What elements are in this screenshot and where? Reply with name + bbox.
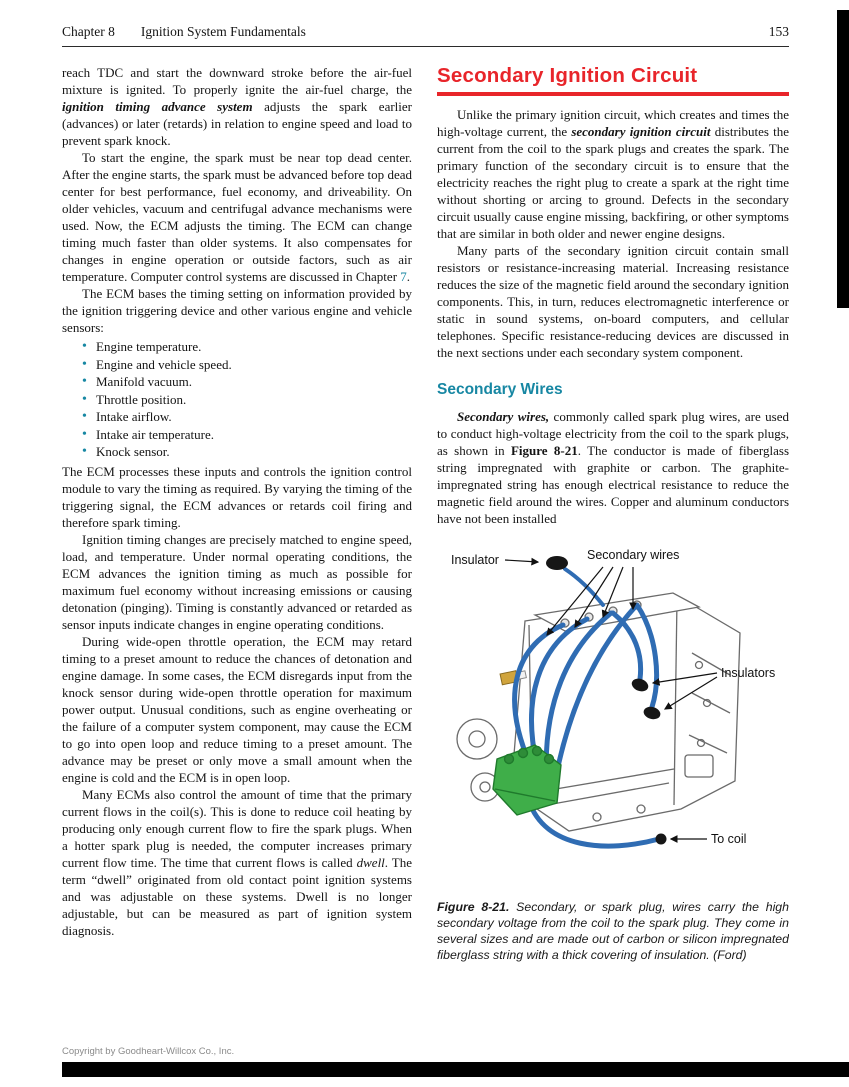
list-item: • Throttle position. <box>96 391 412 409</box>
body-text: . <box>406 269 411 284</box>
label-to-coil: To coil <box>711 831 747 846</box>
section-heading-secondary-ignition-circuit: Secondary Ignition Circuit <box>437 64 698 87</box>
body-text: . The conductor is made of fiberglass string impregnated with graphite or carbon. The graphite-impregnated string has enough electrical resistance to reduce the magnetic field around the wires. Copper and aluminum conductors have not been installed <box>437 442 789 526</box>
key-term-ignition-timing-advance-system: ignition timing advance system <box>62 99 253 114</box>
body-text: adjusts the spark earlier (advances) or later (retards) in relation to engine speed and load to prevent spark knock. <box>62 99 413 148</box>
sensor-list <box>62 338 412 461</box>
chapter-title: Ignition System Fundamentals <box>140 24 306 39</box>
paragraph <box>62 149 412 285</box>
paragraph <box>62 786 412 939</box>
paragraph: The ECM bases the timing setting on information provided by the ignition triggering device and other various engine and vehicle sensors: <box>62 286 412 335</box>
left-column <box>62 64 412 1046</box>
running-head <box>62 24 306 40</box>
chapter-7-link[interactable]: 7 <box>400 269 407 284</box>
body-text: Many ECMs also control the amount of time that the primary current flows in the coil(s). This is done to reduce coil heating by producing only enough current flow to fire the spark plugs. When a hotter spark plug is needed, the computer increases primary current flow time. The time that current flows is called <box>62 786 412 870</box>
list-item: • Engine temperature. <box>96 338 412 356</box>
top-insulator-boot <box>546 556 568 570</box>
paragraph: The ECM processes these inputs and controls the ignition control module to vary the timing as required. By varying the timing of the triggering signal, the ECM advances or retards coil firing and therefore spark timing. <box>62 463 412 530</box>
paragraph: Ignition timing changes are precisely matched to engine speed, load, and temperature. Under normal operating conditions, the ECM advances the ignition timing as much as possible for maximum fuel economy without increasing emissions or causing detonation (pinging). Timing is constantly advanced or retarded as sensor inputs indicate changes in engine operating conditions. <box>62 531 412 632</box>
list-item: • Knock sensor. <box>96 443 412 461</box>
copyright-notice: Copyright by Goodheart-Willcox Co., Inc. <box>62 1046 235 1057</box>
page-edge-bleed-bar <box>837 10 849 308</box>
figure-caption-text: Secondary, or spark plug, wires carry the high secondary voltage from the coil to the spark plug. They come in several sizes and are made out of carbon or silicon impregnated fiberglass string with a thick covering of insulation. (Ford) <box>437 899 789 963</box>
distributor-cap <box>493 745 561 815</box>
figure-reference: Figure 8-21 <box>510 442 578 458</box>
body-text: . The term “dwell” originated from old contact point ignition systems and was adjustable on these systems. Dwell is no longer adjustable, but can be measured as part of ignition system diagnosis. <box>62 854 412 938</box>
subsection-heading-secondary-wires: Secondary Wires <box>437 380 563 398</box>
paragraph-continuation <box>62 64 412 149</box>
figure-caption-number: Figure 8-21. <box>437 899 510 914</box>
label-insulator: Insulator <box>451 552 499 567</box>
paragraph <box>437 106 789 242</box>
figure-caption <box>437 899 789 964</box>
list-item: • Engine and vehicle speed. <box>96 356 412 374</box>
right-column <box>437 64 789 1046</box>
key-term-secondary-ignition-circuit: secondary ignition circuit <box>571 123 711 139</box>
paragraph <box>437 408 789 527</box>
list-item: • Intake air temperature. <box>96 426 412 444</box>
key-term-dwell: dwell <box>356 854 385 870</box>
page-header <box>62 24 789 40</box>
page-number: 153 <box>768 24 789 39</box>
body-text: reach TDC and start the downward stroke before the air-fuel mixture is ignited. To properly ignite the air-fuel charge, the <box>62 65 412 97</box>
coil-wire-end <box>656 833 667 844</box>
two-column-body <box>62 64 789 1046</box>
list-item: • Intake airflow. <box>96 408 412 426</box>
figure-8-21 <box>437 543 789 893</box>
list-item: • Manifold vacuum. <box>96 373 412 391</box>
section-heading-rule <box>437 92 789 96</box>
paragraph: Many parts of the secondary ignition circuit contain small resistors or resistance-increasing material. Increasing resistance reduces the size of the magnetic field around the secondary ignition components. This, in turn, reduces electromagnetic interference or static in sound systems, on-board computers, and cellular telephones. Specific resistance-reducing devices are discussed in the next sections under each secondary system component. <box>437 242 789 360</box>
key-term-secondary-wires: Secondary wires, <box>457 408 550 424</box>
label-secondary-wires: Secondary wires <box>587 547 680 562</box>
chapter-number: Chapter 8 <box>62 24 115 39</box>
paragraph: During wide-open throttle operation, the ECM may retard timing to a preset amount to reduce the chances of detonation and engine damage. In some cases, the ECM disregards input from the knock sensor during wide-open throttle operation for maximum power output. Unusual conditions, such as engine overheating or the failure of a computer system component, may cause the ECM to go into open loop and reduce timing to a preset amount. The advance may be preset or only move a small amount when the engine is cold and the ECM is in open loop. <box>62 633 412 785</box>
body-text: Unlike the primary ignition circuit, which creates and times the high-voltage current, the <box>437 106 789 139</box>
bottom-bleed-bar <box>62 1062 849 1077</box>
header-rule <box>62 46 789 47</box>
body-text: commonly called spark plug wires, are used to conduct high-voltage electricity from the coil to the spark plugs, as shown in <box>437 408 789 458</box>
label-insulators: Insulators <box>721 665 776 680</box>
body-text: To start the engine, the spark must be near top dead center. After the engine starts, the spark must be advanced before top dead center for best performance, fuel economy, and driveability. On older vehicles, vacuum and centrifugal advance mechanisms were used. Now, the ECM adjusts the timing. The ECM can change timing much faster than older systems. It also compensates for changes in engine operation or outside factors, such as air temperature. Computer control systems are discussed in Chapter <box>62 150 412 284</box>
body-text: distributes the current from the coil to the spark plugs and creates the spark. The primary function of the secondary circuit is to ensure that the electricity reaches the right plug to create a spark at the right time without shorting or arcing to ground. Defects in the secondary circuit usually cause engine missing, backfiring, or other symptoms that are similar in both older and newer engine designs. <box>437 123 789 241</box>
engine-diagram-svg <box>437 543 789 893</box>
